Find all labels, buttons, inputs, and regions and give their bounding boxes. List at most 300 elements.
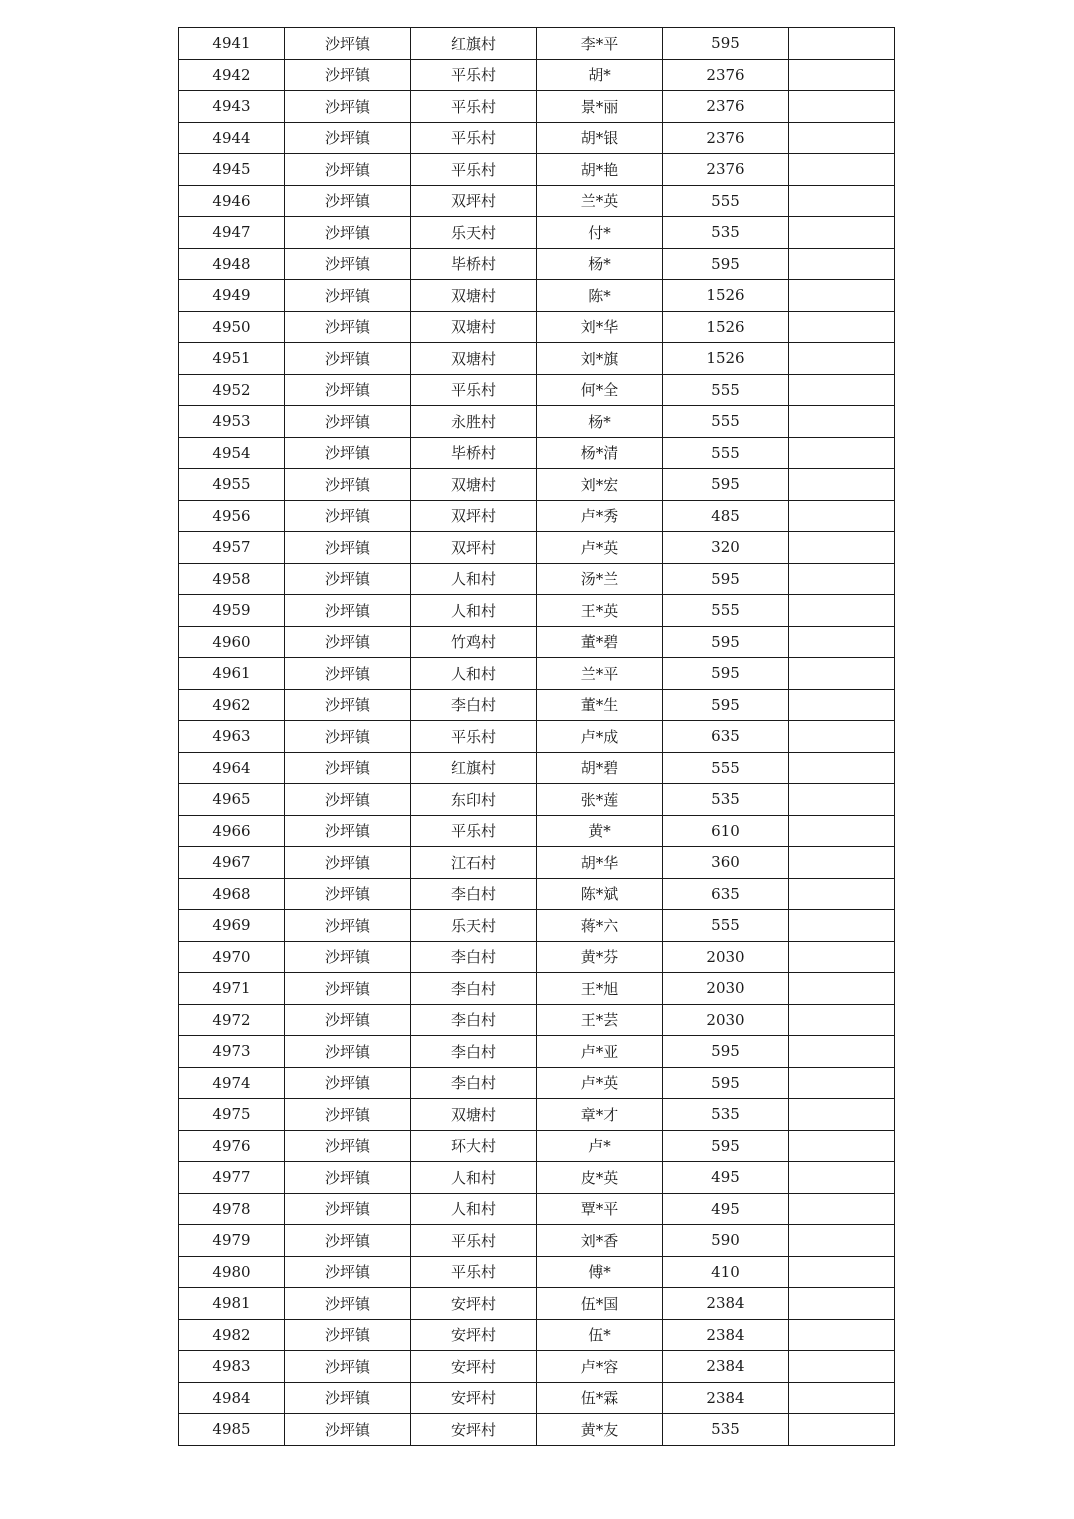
table-row <box>179 973 895 1005</box>
name-cell: 景*丽 <box>537 91 663 123</box>
serial-cell: 4953 <box>179 406 285 438</box>
table-row <box>179 721 895 753</box>
table-row <box>179 626 895 658</box>
village-cell: 平乐村 <box>411 815 537 847</box>
table-row <box>179 658 895 690</box>
name-cell: 黄*芬 <box>537 941 663 973</box>
table-row <box>179 122 895 154</box>
remark-cell <box>789 91 895 123</box>
remark-cell <box>789 1319 895 1351</box>
amount-cell: 555 <box>663 374 789 406</box>
table-row <box>179 185 895 217</box>
name-cell: 杨* <box>537 248 663 280</box>
town-cell: 沙坪镇 <box>285 28 411 60</box>
town-cell: 沙坪镇 <box>285 185 411 217</box>
serial-cell: 4951 <box>179 343 285 375</box>
amount-cell: 410 <box>663 1256 789 1288</box>
amount-cell: 595 <box>663 469 789 501</box>
table-row <box>179 437 895 469</box>
serial-cell: 4975 <box>179 1099 285 1131</box>
amount-cell: 2376 <box>663 91 789 123</box>
town-cell: 沙坪镇 <box>285 59 411 91</box>
serial-cell: 4958 <box>179 563 285 595</box>
table-row <box>179 1004 895 1036</box>
serial-cell: 4941 <box>179 28 285 60</box>
serial-cell: 4944 <box>179 122 285 154</box>
amount-cell: 555 <box>663 437 789 469</box>
remark-cell <box>789 1225 895 1257</box>
remark-cell <box>789 248 895 280</box>
table-row <box>179 248 895 280</box>
amount-cell: 555 <box>663 752 789 784</box>
name-cell: 皮*英 <box>537 1162 663 1194</box>
name-cell: 蒋*六 <box>537 910 663 942</box>
name-cell: 黄* <box>537 815 663 847</box>
table-row <box>179 217 895 249</box>
village-cell: 环大村 <box>411 1130 537 1162</box>
amount-cell: 535 <box>663 1414 789 1446</box>
data-table <box>178 27 895 1446</box>
serial-cell: 4961 <box>179 658 285 690</box>
town-cell: 沙坪镇 <box>285 1225 411 1257</box>
town-cell: 沙坪镇 <box>285 595 411 627</box>
name-cell: 兰*平 <box>537 658 663 690</box>
village-cell: 李白村 <box>411 878 537 910</box>
town-cell: 沙坪镇 <box>285 878 411 910</box>
remark-cell <box>789 941 895 973</box>
remark-cell <box>789 689 895 721</box>
amount-cell: 535 <box>663 784 789 816</box>
serial-cell: 4957 <box>179 532 285 564</box>
amount-cell: 595 <box>663 1036 789 1068</box>
town-cell: 沙坪镇 <box>285 1193 411 1225</box>
village-cell: 毕桥村 <box>411 437 537 469</box>
name-cell: 胡* <box>537 59 663 91</box>
remark-cell <box>789 847 895 879</box>
village-cell: 永胜村 <box>411 406 537 438</box>
amount-cell: 535 <box>663 217 789 249</box>
table-row <box>179 374 895 406</box>
table-row <box>179 941 895 973</box>
town-cell: 沙坪镇 <box>285 374 411 406</box>
village-cell: 李白村 <box>411 689 537 721</box>
amount-cell: 610 <box>663 815 789 847</box>
town-cell: 沙坪镇 <box>285 1256 411 1288</box>
village-cell: 平乐村 <box>411 1256 537 1288</box>
amount-cell: 635 <box>663 878 789 910</box>
table-row <box>179 154 895 186</box>
name-cell: 刘*宏 <box>537 469 663 501</box>
town-cell: 沙坪镇 <box>285 752 411 784</box>
name-cell: 傅* <box>537 1256 663 1288</box>
name-cell: 董*碧 <box>537 626 663 658</box>
serial-cell: 4972 <box>179 1004 285 1036</box>
village-cell: 双塘村 <box>411 311 537 343</box>
remark-cell <box>789 1288 895 1320</box>
name-cell: 王*芸 <box>537 1004 663 1036</box>
remark-cell <box>789 973 895 1005</box>
serial-cell: 4947 <box>179 217 285 249</box>
amount-cell: 485 <box>663 500 789 532</box>
remark-cell <box>789 185 895 217</box>
serial-cell: 4945 <box>179 154 285 186</box>
remark-cell <box>789 1130 895 1162</box>
serial-cell: 4942 <box>179 59 285 91</box>
table-row <box>179 28 895 60</box>
remark-cell <box>789 1162 895 1194</box>
serial-cell: 4973 <box>179 1036 285 1068</box>
table-row <box>179 280 895 312</box>
town-cell: 沙坪镇 <box>285 311 411 343</box>
name-cell: 胡*银 <box>537 122 663 154</box>
name-cell: 刘*旗 <box>537 343 663 375</box>
name-cell: 刘*华 <box>537 311 663 343</box>
name-cell: 陈* <box>537 280 663 312</box>
name-cell: 覃*平 <box>537 1193 663 1225</box>
serial-cell: 4964 <box>179 752 285 784</box>
serial-cell: 4985 <box>179 1414 285 1446</box>
town-cell: 沙坪镇 <box>285 721 411 753</box>
amount-cell: 1526 <box>663 311 789 343</box>
amount-cell: 2030 <box>663 1004 789 1036</box>
serial-cell: 4976 <box>179 1130 285 1162</box>
amount-cell: 590 <box>663 1225 789 1257</box>
amount-cell: 2376 <box>663 59 789 91</box>
amount-cell: 2384 <box>663 1288 789 1320</box>
village-cell: 平乐村 <box>411 91 537 123</box>
village-cell: 双塘村 <box>411 343 537 375</box>
village-cell: 李白村 <box>411 1004 537 1036</box>
name-cell: 汤*兰 <box>537 563 663 595</box>
village-cell: 乐天村 <box>411 217 537 249</box>
town-cell: 沙坪镇 <box>285 532 411 564</box>
amount-cell: 595 <box>663 1130 789 1162</box>
remark-cell <box>789 1036 895 1068</box>
amount-cell: 2384 <box>663 1319 789 1351</box>
village-cell: 竹鸡村 <box>411 626 537 658</box>
village-cell: 李白村 <box>411 1036 537 1068</box>
serial-cell: 4980 <box>179 1256 285 1288</box>
serial-cell: 4981 <box>179 1288 285 1320</box>
serial-cell: 4984 <box>179 1382 285 1414</box>
town-cell: 沙坪镇 <box>285 1162 411 1194</box>
name-cell: 董*生 <box>537 689 663 721</box>
village-cell: 江石村 <box>411 847 537 879</box>
town-cell: 沙坪镇 <box>285 154 411 186</box>
serial-cell: 4978 <box>179 1193 285 1225</box>
amount-cell: 360 <box>663 847 789 879</box>
serial-cell: 4974 <box>179 1067 285 1099</box>
town-cell: 沙坪镇 <box>285 1099 411 1131</box>
remark-cell <box>789 343 895 375</box>
name-cell: 胡*艳 <box>537 154 663 186</box>
table-row <box>179 1036 895 1068</box>
name-cell: 卢*英 <box>537 532 663 564</box>
amount-cell: 1526 <box>663 343 789 375</box>
village-cell: 李白村 <box>411 941 537 973</box>
town-cell: 沙坪镇 <box>285 437 411 469</box>
table-row <box>179 563 895 595</box>
remark-cell <box>789 1099 895 1131</box>
serial-cell: 4970 <box>179 941 285 973</box>
town-cell: 沙坪镇 <box>285 1288 411 1320</box>
table-row <box>179 1288 895 1320</box>
name-cell: 付* <box>537 217 663 249</box>
table-row <box>179 1130 895 1162</box>
table-row <box>179 910 895 942</box>
village-cell: 李白村 <box>411 973 537 1005</box>
remark-cell <box>789 437 895 469</box>
amount-cell: 495 <box>663 1193 789 1225</box>
remark-cell <box>789 910 895 942</box>
name-cell: 伍* <box>537 1319 663 1351</box>
serial-cell: 4962 <box>179 689 285 721</box>
table-row <box>179 595 895 627</box>
amount-cell: 2030 <box>663 941 789 973</box>
table-row <box>179 878 895 910</box>
town-cell: 沙坪镇 <box>285 122 411 154</box>
amount-cell: 595 <box>663 563 789 595</box>
name-cell: 卢* <box>537 1130 663 1162</box>
amount-cell: 535 <box>663 1099 789 1131</box>
amount-cell: 555 <box>663 406 789 438</box>
remark-cell <box>789 280 895 312</box>
village-cell: 东印村 <box>411 784 537 816</box>
table-row <box>179 1225 895 1257</box>
table-row <box>179 1414 895 1446</box>
remark-cell <box>789 500 895 532</box>
table-row <box>179 1067 895 1099</box>
town-cell: 沙坪镇 <box>285 1414 411 1446</box>
amount-cell: 595 <box>663 248 789 280</box>
name-cell: 卢*秀 <box>537 500 663 532</box>
name-cell: 卢*容 <box>537 1351 663 1383</box>
village-cell: 人和村 <box>411 658 537 690</box>
table-row <box>179 689 895 721</box>
town-cell: 沙坪镇 <box>285 784 411 816</box>
town-cell: 沙坪镇 <box>285 406 411 438</box>
village-cell: 平乐村 <box>411 721 537 753</box>
table-row <box>179 1099 895 1131</box>
name-cell: 李*平 <box>537 28 663 60</box>
town-cell: 沙坪镇 <box>285 1036 411 1068</box>
table-row <box>179 1193 895 1225</box>
remark-cell <box>789 721 895 753</box>
serial-cell: 4946 <box>179 185 285 217</box>
table-row <box>179 1382 895 1414</box>
table-row <box>179 59 895 91</box>
name-cell: 黄*友 <box>537 1414 663 1446</box>
village-cell: 人和村 <box>411 595 537 627</box>
name-cell: 杨*清 <box>537 437 663 469</box>
name-cell: 王*旭 <box>537 973 663 1005</box>
table-row <box>179 500 895 532</box>
town-cell: 沙坪镇 <box>285 248 411 280</box>
amount-cell: 2376 <box>663 154 789 186</box>
remark-cell <box>789 878 895 910</box>
town-cell: 沙坪镇 <box>285 280 411 312</box>
town-cell: 沙坪镇 <box>285 343 411 375</box>
table-row <box>179 1351 895 1383</box>
town-cell: 沙坪镇 <box>285 658 411 690</box>
town-cell: 沙坪镇 <box>285 217 411 249</box>
serial-cell: 4982 <box>179 1319 285 1351</box>
remark-cell <box>789 1193 895 1225</box>
table-row <box>179 1319 895 1351</box>
remark-cell <box>789 658 895 690</box>
serial-cell: 4954 <box>179 437 285 469</box>
town-cell: 沙坪镇 <box>285 626 411 658</box>
village-cell: 安坪村 <box>411 1414 537 1446</box>
town-cell: 沙坪镇 <box>285 563 411 595</box>
table-row <box>179 311 895 343</box>
remark-cell <box>789 563 895 595</box>
table-row <box>179 1162 895 1194</box>
remark-cell <box>789 1067 895 1099</box>
name-cell: 卢*成 <box>537 721 663 753</box>
town-cell: 沙坪镇 <box>285 1351 411 1383</box>
village-cell: 红旗村 <box>411 752 537 784</box>
town-cell: 沙坪镇 <box>285 500 411 532</box>
village-cell: 安坪村 <box>411 1382 537 1414</box>
remark-cell <box>789 59 895 91</box>
amount-cell: 595 <box>663 28 789 60</box>
remark-cell <box>789 1414 895 1446</box>
serial-cell: 4971 <box>179 973 285 1005</box>
town-cell: 沙坪镇 <box>285 469 411 501</box>
town-cell: 沙坪镇 <box>285 910 411 942</box>
serial-cell: 4966 <box>179 815 285 847</box>
remark-cell <box>789 1256 895 1288</box>
remark-cell <box>789 1351 895 1383</box>
remark-cell <box>789 154 895 186</box>
table-row <box>179 343 895 375</box>
name-cell: 刘*香 <box>537 1225 663 1257</box>
table-row <box>179 1256 895 1288</box>
amount-cell: 2030 <box>663 973 789 1005</box>
name-cell: 伍*霖 <box>537 1382 663 1414</box>
remark-cell <box>789 595 895 627</box>
amount-cell: 595 <box>663 1067 789 1099</box>
remark-cell <box>789 374 895 406</box>
table-row <box>179 752 895 784</box>
name-cell: 胡*碧 <box>537 752 663 784</box>
serial-cell: 4983 <box>179 1351 285 1383</box>
remark-cell <box>789 626 895 658</box>
village-cell: 安坪村 <box>411 1351 537 1383</box>
remark-cell <box>789 311 895 343</box>
village-cell: 人和村 <box>411 1193 537 1225</box>
amount-cell: 555 <box>663 910 789 942</box>
name-cell: 胡*华 <box>537 847 663 879</box>
remark-cell <box>789 406 895 438</box>
village-cell: 双塘村 <box>411 469 537 501</box>
serial-cell: 4955 <box>179 469 285 501</box>
amount-cell: 555 <box>663 595 789 627</box>
town-cell: 沙坪镇 <box>285 941 411 973</box>
amount-cell: 495 <box>663 1162 789 1194</box>
name-cell: 卢*英 <box>537 1067 663 1099</box>
village-cell: 双塘村 <box>411 280 537 312</box>
table-row <box>179 815 895 847</box>
village-cell: 乐天村 <box>411 910 537 942</box>
village-cell: 平乐村 <box>411 374 537 406</box>
remark-cell <box>789 217 895 249</box>
table-row <box>179 469 895 501</box>
village-cell: 平乐村 <box>411 122 537 154</box>
amount-cell: 2376 <box>663 122 789 154</box>
serial-cell: 4949 <box>179 280 285 312</box>
serial-cell: 4952 <box>179 374 285 406</box>
serial-cell: 4959 <box>179 595 285 627</box>
town-cell: 沙坪镇 <box>285 1004 411 1036</box>
village-cell: 人和村 <box>411 563 537 595</box>
name-cell: 兰*英 <box>537 185 663 217</box>
remark-cell <box>789 784 895 816</box>
town-cell: 沙坪镇 <box>285 973 411 1005</box>
serial-cell: 4968 <box>179 878 285 910</box>
serial-cell: 4943 <box>179 91 285 123</box>
name-cell: 伍*国 <box>537 1288 663 1320</box>
table-row <box>179 784 895 816</box>
village-cell: 安坪村 <box>411 1319 537 1351</box>
village-cell: 李白村 <box>411 1067 537 1099</box>
name-cell: 卢*亚 <box>537 1036 663 1068</box>
remark-cell <box>789 28 895 60</box>
amount-cell: 595 <box>663 658 789 690</box>
town-cell: 沙坪镇 <box>285 1382 411 1414</box>
name-cell: 何*全 <box>537 374 663 406</box>
amount-cell: 1526 <box>663 280 789 312</box>
village-cell: 双塘村 <box>411 1099 537 1131</box>
name-cell: 王*英 <box>537 595 663 627</box>
serial-cell: 4967 <box>179 847 285 879</box>
amount-cell: 635 <box>663 721 789 753</box>
serial-cell: 4977 <box>179 1162 285 1194</box>
remark-cell <box>789 1382 895 1414</box>
serial-cell: 4948 <box>179 248 285 280</box>
serial-cell: 4965 <box>179 784 285 816</box>
town-cell: 沙坪镇 <box>285 91 411 123</box>
remark-cell <box>789 532 895 564</box>
town-cell: 沙坪镇 <box>285 1130 411 1162</box>
amount-cell: 555 <box>663 185 789 217</box>
name-cell: 章*才 <box>537 1099 663 1131</box>
town-cell: 沙坪镇 <box>285 689 411 721</box>
remark-cell <box>789 815 895 847</box>
remark-cell <box>789 752 895 784</box>
amount-cell: 2384 <box>663 1382 789 1414</box>
table-body <box>179 28 895 1446</box>
remark-cell <box>789 122 895 154</box>
town-cell: 沙坪镇 <box>285 815 411 847</box>
table-row <box>179 847 895 879</box>
table-row <box>179 91 895 123</box>
town-cell: 沙坪镇 <box>285 1319 411 1351</box>
amount-cell: 2384 <box>663 1351 789 1383</box>
village-cell: 双坪村 <box>411 500 537 532</box>
amount-cell: 595 <box>663 626 789 658</box>
serial-cell: 4960 <box>179 626 285 658</box>
name-cell: 张*莲 <box>537 784 663 816</box>
village-cell: 安坪村 <box>411 1288 537 1320</box>
village-cell: 人和村 <box>411 1162 537 1194</box>
table-row <box>179 532 895 564</box>
town-cell: 沙坪镇 <box>285 847 411 879</box>
serial-cell: 4956 <box>179 500 285 532</box>
town-cell: 沙坪镇 <box>285 1067 411 1099</box>
name-cell: 杨* <box>537 406 663 438</box>
